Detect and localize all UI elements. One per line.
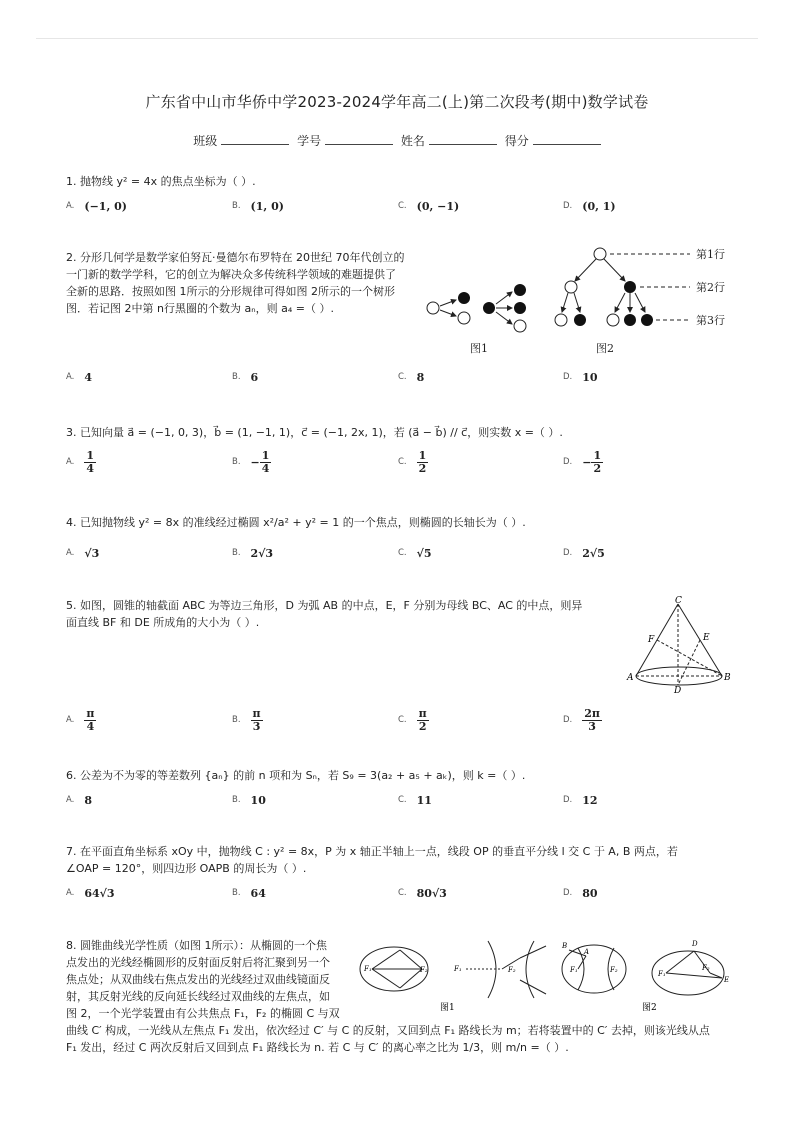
figure-2-caption: 图2 xyxy=(642,1003,657,1013)
svg-text:E: E xyxy=(724,976,730,984)
name-label: 姓名 xyxy=(400,134,425,148)
svg-text:D: D xyxy=(692,940,698,948)
question-2-figure xyxy=(420,240,740,360)
option-a[interactable]: A. $\frac{1}{4}$ xyxy=(66,448,95,475)
option-a[interactable]: A. 64√3 xyxy=(66,886,115,900)
question-1-stem: 1. 抛物线 y² = 4x 的焦点坐标为（ ）. xyxy=(66,175,256,188)
option-c[interactable]: C. 80√3 xyxy=(398,886,447,900)
figure-1-caption: 图1 xyxy=(470,342,488,355)
option-c[interactable]: C. 11 xyxy=(398,793,432,807)
svg-text:F₁: F₁ xyxy=(658,970,666,978)
question-4-options xyxy=(66,542,726,564)
option-a[interactable]: A. $\frac{\pi}{4}$ xyxy=(66,706,95,733)
option-d[interactable]: D. 80 xyxy=(563,886,598,900)
question-2-stem: 2. 分形几何学是数学家伯努瓦·曼德尔布罗特在 20世纪 70年代创立的 一门新的数学学科，它的创立为解决众多传统科学领域的难题提供了 全新的思路．按照如图 1所示的分形规律可得如图 2所示的一个树形 图．若记图 2中第 n行黑圈的个数为 aₙ，则 a₄ =（ ）. xyxy=(66,251,405,315)
option-c[interactable]: C. $\frac{\pi}{2}$ xyxy=(398,706,427,733)
student-info-row xyxy=(0,132,794,149)
id-blank xyxy=(325,133,393,145)
option-b[interactable]: B. 2√3 xyxy=(232,546,274,560)
question-5-stem: 5. 如图，圆锥的轴截面 ABC 为等边三角形，D 为弧 AB 的中点，E，F 分别为母线 BC、AC 的中点，则异 面直线 BF 和 DE 所成角的大小为（ ）. xyxy=(66,599,583,629)
option-b[interactable]: B. 64 xyxy=(232,886,266,900)
question-5-options xyxy=(66,704,726,736)
question-3-options xyxy=(66,446,726,478)
option-b[interactable]: B. 10 xyxy=(232,793,266,807)
class-blank xyxy=(221,133,289,145)
row-1-label: 第1行 xyxy=(696,248,725,261)
option-b[interactable]: B. (1, 0) xyxy=(232,199,284,213)
exam-title: 广东省中山市华侨中学2023-2024学年高二(上)第二次段考(期中)数学试卷 xyxy=(145,93,649,111)
svg-text:F₁: F₁ xyxy=(454,965,462,973)
option-a[interactable]: A. 8 xyxy=(66,793,93,807)
figure-1-fractal xyxy=(427,284,526,332)
option-c[interactable]: C. 8 xyxy=(398,370,425,384)
question-8-optics-figure xyxy=(356,936,734,1016)
option-a[interactable]: A. 4 xyxy=(66,370,93,384)
question-6-options xyxy=(66,789,726,811)
svg-text:A: A xyxy=(584,948,590,956)
question-7-stem: 7. 在平面直角坐标系 xOy 中，抛物线 C : y² = 8x，P 为 x 轴正半轴上一点，线段 OP 的垂直平分线 l 交 C 于 A, B 两点，若 ∠OAP = 120°，则四边形 OAPB 的周长为（ ）. xyxy=(66,845,678,875)
row-3-label: 第3行 xyxy=(696,314,725,327)
row-2-label: 第2行 xyxy=(696,281,725,294)
option-c[interactable]: C. $\frac{1}{2}$ xyxy=(398,448,427,475)
score-label: 得分 xyxy=(504,134,529,148)
figure-1-caption: 图1 xyxy=(440,1003,455,1013)
option-b[interactable]: B. 6 xyxy=(232,370,259,384)
svg-text:F₂: F₂ xyxy=(702,964,710,972)
option-c[interactable]: C. √5 xyxy=(398,546,432,560)
label-c: C xyxy=(675,596,682,606)
question-8-stem-left: 8. 圆锥曲线光学性质（如图 1所示）：从椭圆的一个焦 点发出的光线经椭圆形的反射面反射后将汇聚到另一个 焦点处；从双曲线右焦点发出的光线经过双曲线镜面反 射，其反射光线的反向延长线经过双曲线的左焦点，如 图 2，一个光学装置由有公共焦点 F₁，F₂ 的椭圆 C 与双 曲线 C′ 构成，一光线从左焦点 F₁ 发出，依次经过 C′ 与 C 的反射，又回到点 F₁ 路线长为 m；若将装置中的 C′ 去掉，则该光线从点 F₁ 发出，经过 C 两次反射后又回到点 F₁ 路线长为 n. 若 C 与 C′ 的离心率之比为 1/3，则 m/n =（ ）. xyxy=(66,939,710,1054)
figure-2-tree xyxy=(555,248,690,326)
score-blank xyxy=(533,133,601,145)
svg-text:F₂: F₂ xyxy=(508,966,516,974)
svg-text:F₂: F₂ xyxy=(420,966,428,974)
name-blank xyxy=(429,133,497,145)
option-b[interactable]: B. $\frac{\pi}{3}$ xyxy=(232,706,261,733)
svg-text:F₁: F₁ xyxy=(570,966,578,974)
question-4-stem: 4. 已知抛物线 y² = 8x 的准线经过椭圆 x²/a² + y² = 1 的一个焦点，则椭圆的长轴长为（ ）. xyxy=(66,516,526,529)
label-d: D xyxy=(674,686,682,694)
option-a[interactable]: A. (−1, 0) xyxy=(66,199,127,213)
svg-text:F₁: F₁ xyxy=(364,965,372,973)
option-c[interactable]: C. (0, −1) xyxy=(398,199,460,213)
question-5-cone-figure xyxy=(624,594,734,694)
question-1-options xyxy=(66,195,726,217)
option-b[interactable]: B. − $\frac{1}{4}$ xyxy=(232,448,270,475)
option-d[interactable]: D. (0, 1) xyxy=(563,199,616,213)
question-3-stem: 3. 已知向量 a⃗ = (−1, 0, 3)，b⃗ = (1, −1, 1)，c⃗ = (−1, 2x, 1)，若 (a⃗ − b⃗) // c⃗，则实数 x =（ ）. xyxy=(66,426,563,439)
question-2-options xyxy=(66,366,726,388)
top-divider xyxy=(36,38,758,39)
label-a: A xyxy=(627,673,634,683)
svg-text:B: B xyxy=(562,942,568,950)
question-7-options xyxy=(66,882,726,904)
option-d[interactable]: D. 12 xyxy=(563,793,598,807)
id-label: 学号 xyxy=(297,134,322,148)
svg-text:F₂: F₂ xyxy=(610,966,618,974)
figure-2-caption: 图2 xyxy=(596,342,614,355)
class-label: 班级 xyxy=(193,134,218,148)
option-d[interactable]: D. − $\frac{1}{2}$ xyxy=(563,448,602,475)
option-d[interactable]: D. 2√5 xyxy=(563,546,605,560)
label-e: E xyxy=(703,633,710,643)
option-d[interactable]: D. $\frac{2\pi}{3}$ xyxy=(563,706,600,733)
option-a[interactable]: A. √3 xyxy=(66,546,100,560)
option-d[interactable]: D. 10 xyxy=(563,370,598,384)
label-f: F xyxy=(648,635,655,645)
label-b: B xyxy=(724,673,731,683)
question-6-stem: 6. 公差为不为零的等差数列 {aₙ} 的前 n 项和为 Sₙ，若 S₉ = 3(a₂ + a₅ + aₖ)，则 k =（ ）. xyxy=(66,769,526,782)
